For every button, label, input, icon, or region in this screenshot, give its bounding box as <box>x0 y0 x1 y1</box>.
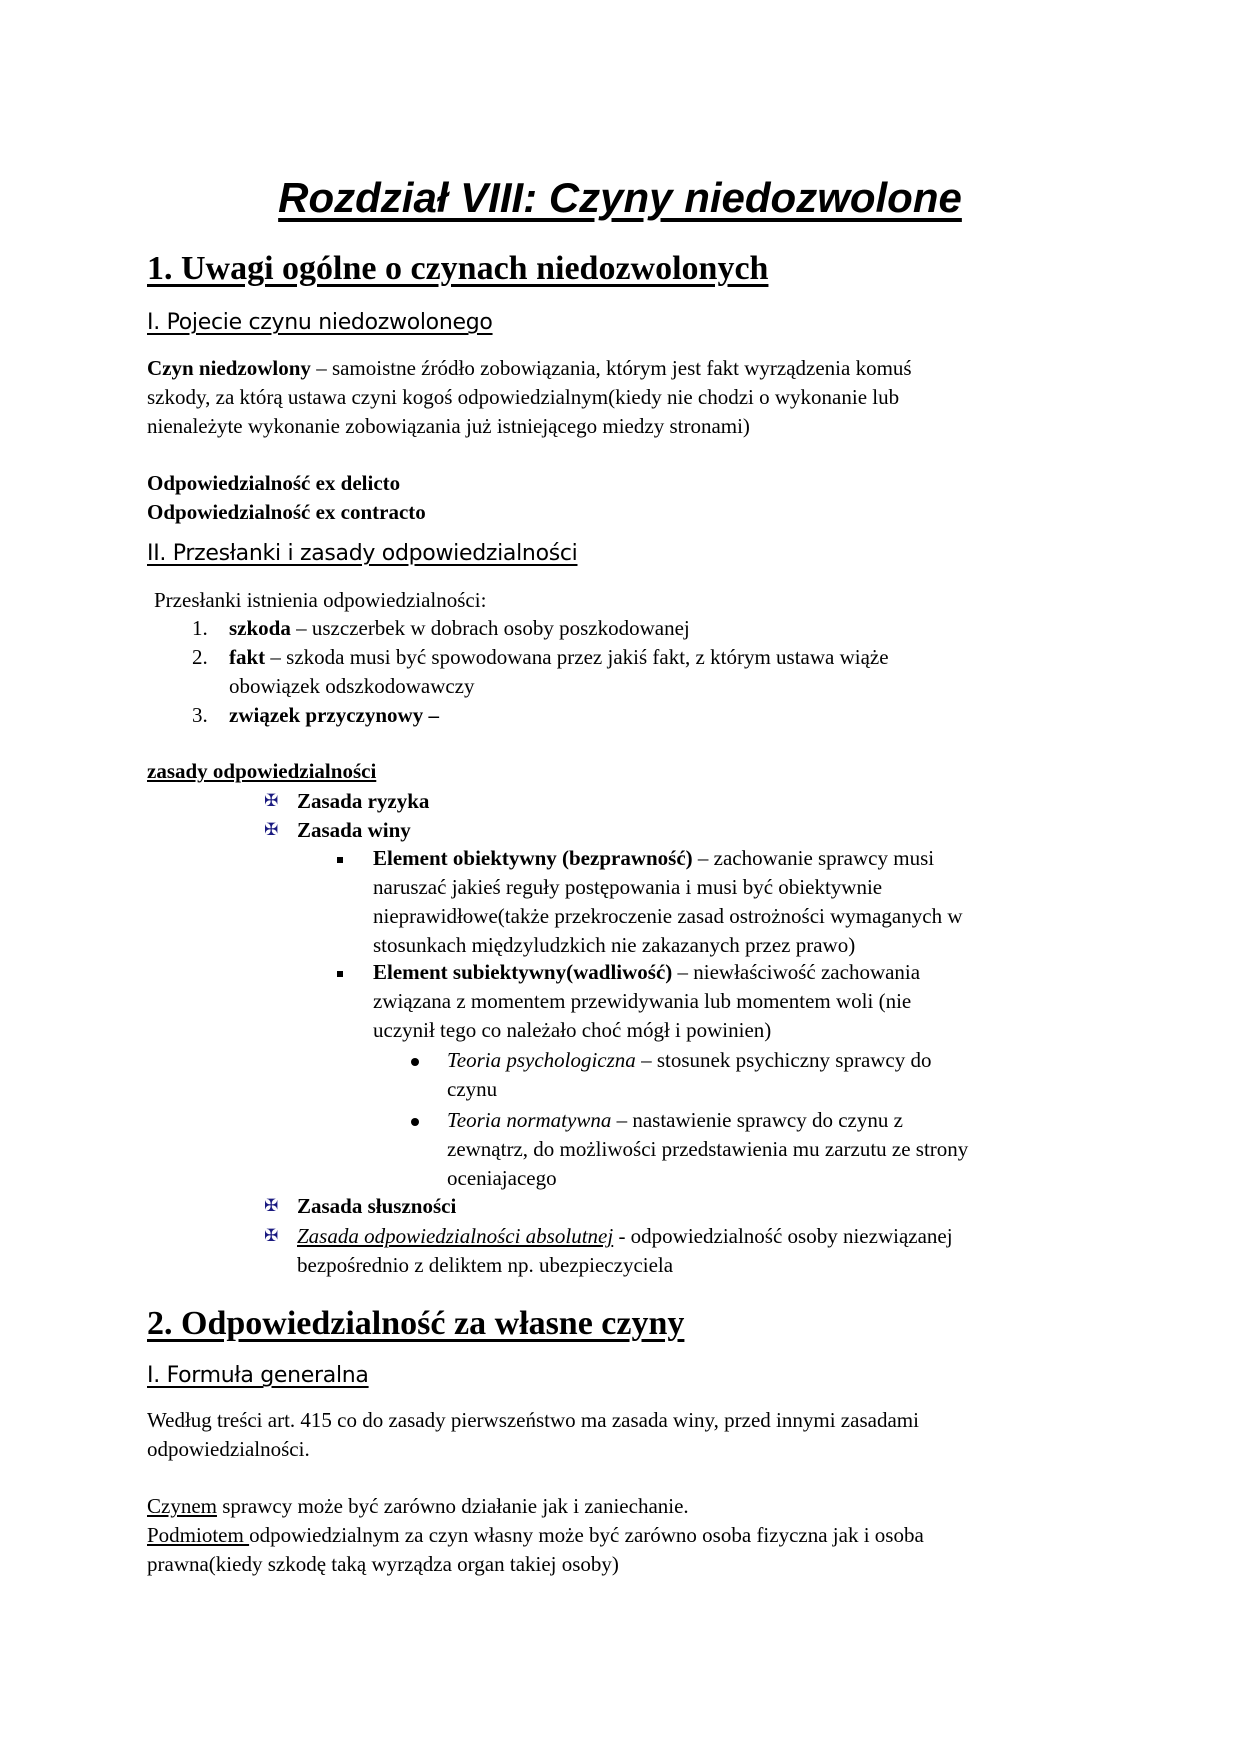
text: sprawcy może być zarówno działanie jak i zaniechanie. <box>216 1494 689 1518</box>
paragraph-line: Według treści art. 415 co do zasady pierwszeństwo ma zasada winy, przed innymi zasadami <box>147 1408 919 1432</box>
rule-fault: Zasada winy <box>297 818 411 842</box>
subsection-2-1-heading: I. Formuła generalna <box>147 1363 369 1388</box>
theory-psychological <box>447 1046 932 1075</box>
text: - odpowiedzialność osoby niezwiązanej <box>613 1224 953 1248</box>
text: – szkoda musi być spowodowana przez jakiś fakt, z którym ustawa wiąże <box>265 645 889 669</box>
text: – samoistne źródło zobowiązania, którym jest fakt wyrządzenia komuś <box>310 356 912 380</box>
rules-heading: zasady odpowiedzialności <box>147 759 377 783</box>
round-bullet-icon <box>411 1046 419 1075</box>
theory-line: oceniajacego <box>447 1166 557 1190</box>
maltese-cross-bullet-icon: ✠ <box>264 1196 279 1216</box>
subsection-1-1-heading: I. Pojecie czynu niedozwolonego <box>147 310 493 335</box>
term: Element subiektywny(wadliwość) <box>373 960 673 984</box>
list-item-cont: obowiązek odszkodowawczy <box>229 674 475 698</box>
list-number: 3. <box>192 703 208 727</box>
subjective-element <box>373 958 920 987</box>
definition-line: nienależyte wykonanie zobowiązania już istniejącego miedzy stronami) <box>147 414 750 438</box>
objective-line: naruszać jakieś reguły postępowania i musi być obiektywnie <box>373 875 883 899</box>
text: – stosunek psychiczny sprawcy do <box>635 1048 932 1072</box>
term: Teoria psychologiczna <box>447 1048 636 1072</box>
list-item: związek przyczynowy – <box>229 703 439 727</box>
term: Czyn niedzowlony <box>147 356 311 380</box>
rule-absolute-line: bezpośrednio z deliktem np. ubezpieczyciela <box>297 1253 674 1277</box>
term: Podmiotem <box>147 1523 250 1547</box>
text: – zachowanie sprawcy musi <box>692 846 935 870</box>
section-2-heading: 2. Odpowiedzialność za własne czyny <box>147 1305 685 1342</box>
objective-line: nieprawidłowe(także przekroczenie zasad ostrożności wymaganych w <box>373 904 963 928</box>
objective-line: stosunkach międzyludzkich nie zakazanych przez prawo) <box>373 933 856 957</box>
term: szkoda <box>229 616 291 640</box>
liability-type: Odpowiedzialność ex delicto <box>147 471 401 495</box>
text: – nastawienie sprawcy do czynu z <box>611 1108 903 1132</box>
square-bullet-icon <box>337 958 343 987</box>
maltese-cross-bullet-icon: ✠ <box>264 1226 279 1246</box>
subject-line: prawna(kiedy szkodę taką wyrządza organ takiej osoby) <box>147 1552 619 1576</box>
subsection-1-2-heading: II. Przesłanki i zasady odpowiedzialności <box>147 541 578 566</box>
maltese-cross-bullet-icon: ✠ <box>264 791 279 811</box>
term: Zasada odpowiedzialności absolutnej <box>297 1224 614 1248</box>
text: – niewłaściwość zachowania <box>672 960 921 984</box>
theory-line: czynu <box>447 1077 498 1101</box>
paragraph-line: odpowiedzialności. <box>147 1437 310 1461</box>
rule-risk: Zasada ryzyka <box>297 789 430 813</box>
theory-normative <box>447 1106 903 1135</box>
term: Czynem <box>147 1494 217 1518</box>
list-number: 2. <box>192 645 208 669</box>
term: Element obiektywny (bezprawność) <box>373 846 693 870</box>
maltese-cross-bullet-icon: ✠ <box>264 820 279 840</box>
text: odpowiedzialnym za czyn własny może być zarówno osoba fizyczna jak i osoba <box>249 1523 924 1547</box>
premises-intro: Przesłanki istnienia odpowiedzialności: <box>154 588 487 612</box>
rule-absolute <box>297 1222 953 1251</box>
term: fakt <box>229 645 266 669</box>
rule-equity: Zasada słuszności <box>297 1194 457 1218</box>
square-bullet-icon <box>337 844 343 873</box>
list-item <box>229 643 889 672</box>
chapter-title: Rozdział VIII: Czyny niedozwolone <box>278 174 962 221</box>
definition-line <box>147 354 912 383</box>
section-1-heading: 1. Uwagi ogólne o czynach niedozwolonych <box>147 250 769 287</box>
liability-type: Odpowiedzialność ex contracto <box>147 500 426 524</box>
theory-line: zewnątrz, do możliwości przedstawienia mu zarzutu ze strony <box>447 1137 969 1161</box>
subject-line <box>147 1521 924 1550</box>
subjective-line: uczynił tego co należało choć mógł i powinien) <box>373 1018 772 1042</box>
definition-line: szkody, za którą ustawa czyni kogoś odpowiedzialnym(kiedy nie chodzi o wykonanie lub <box>147 385 900 409</box>
act-line <box>147 1492 689 1521</box>
term: Teoria normatywna <box>447 1108 612 1132</box>
list-number: 1. <box>192 616 208 640</box>
subjective-line: związana z momentem przewidywania lub momentem woli (nie <box>373 989 912 1013</box>
objective-element <box>373 844 934 873</box>
list-item <box>229 614 690 643</box>
round-bullet-icon <box>411 1106 419 1135</box>
text: – uszczerbek w dobrach osoby poszkodowanej <box>290 616 690 640</box>
